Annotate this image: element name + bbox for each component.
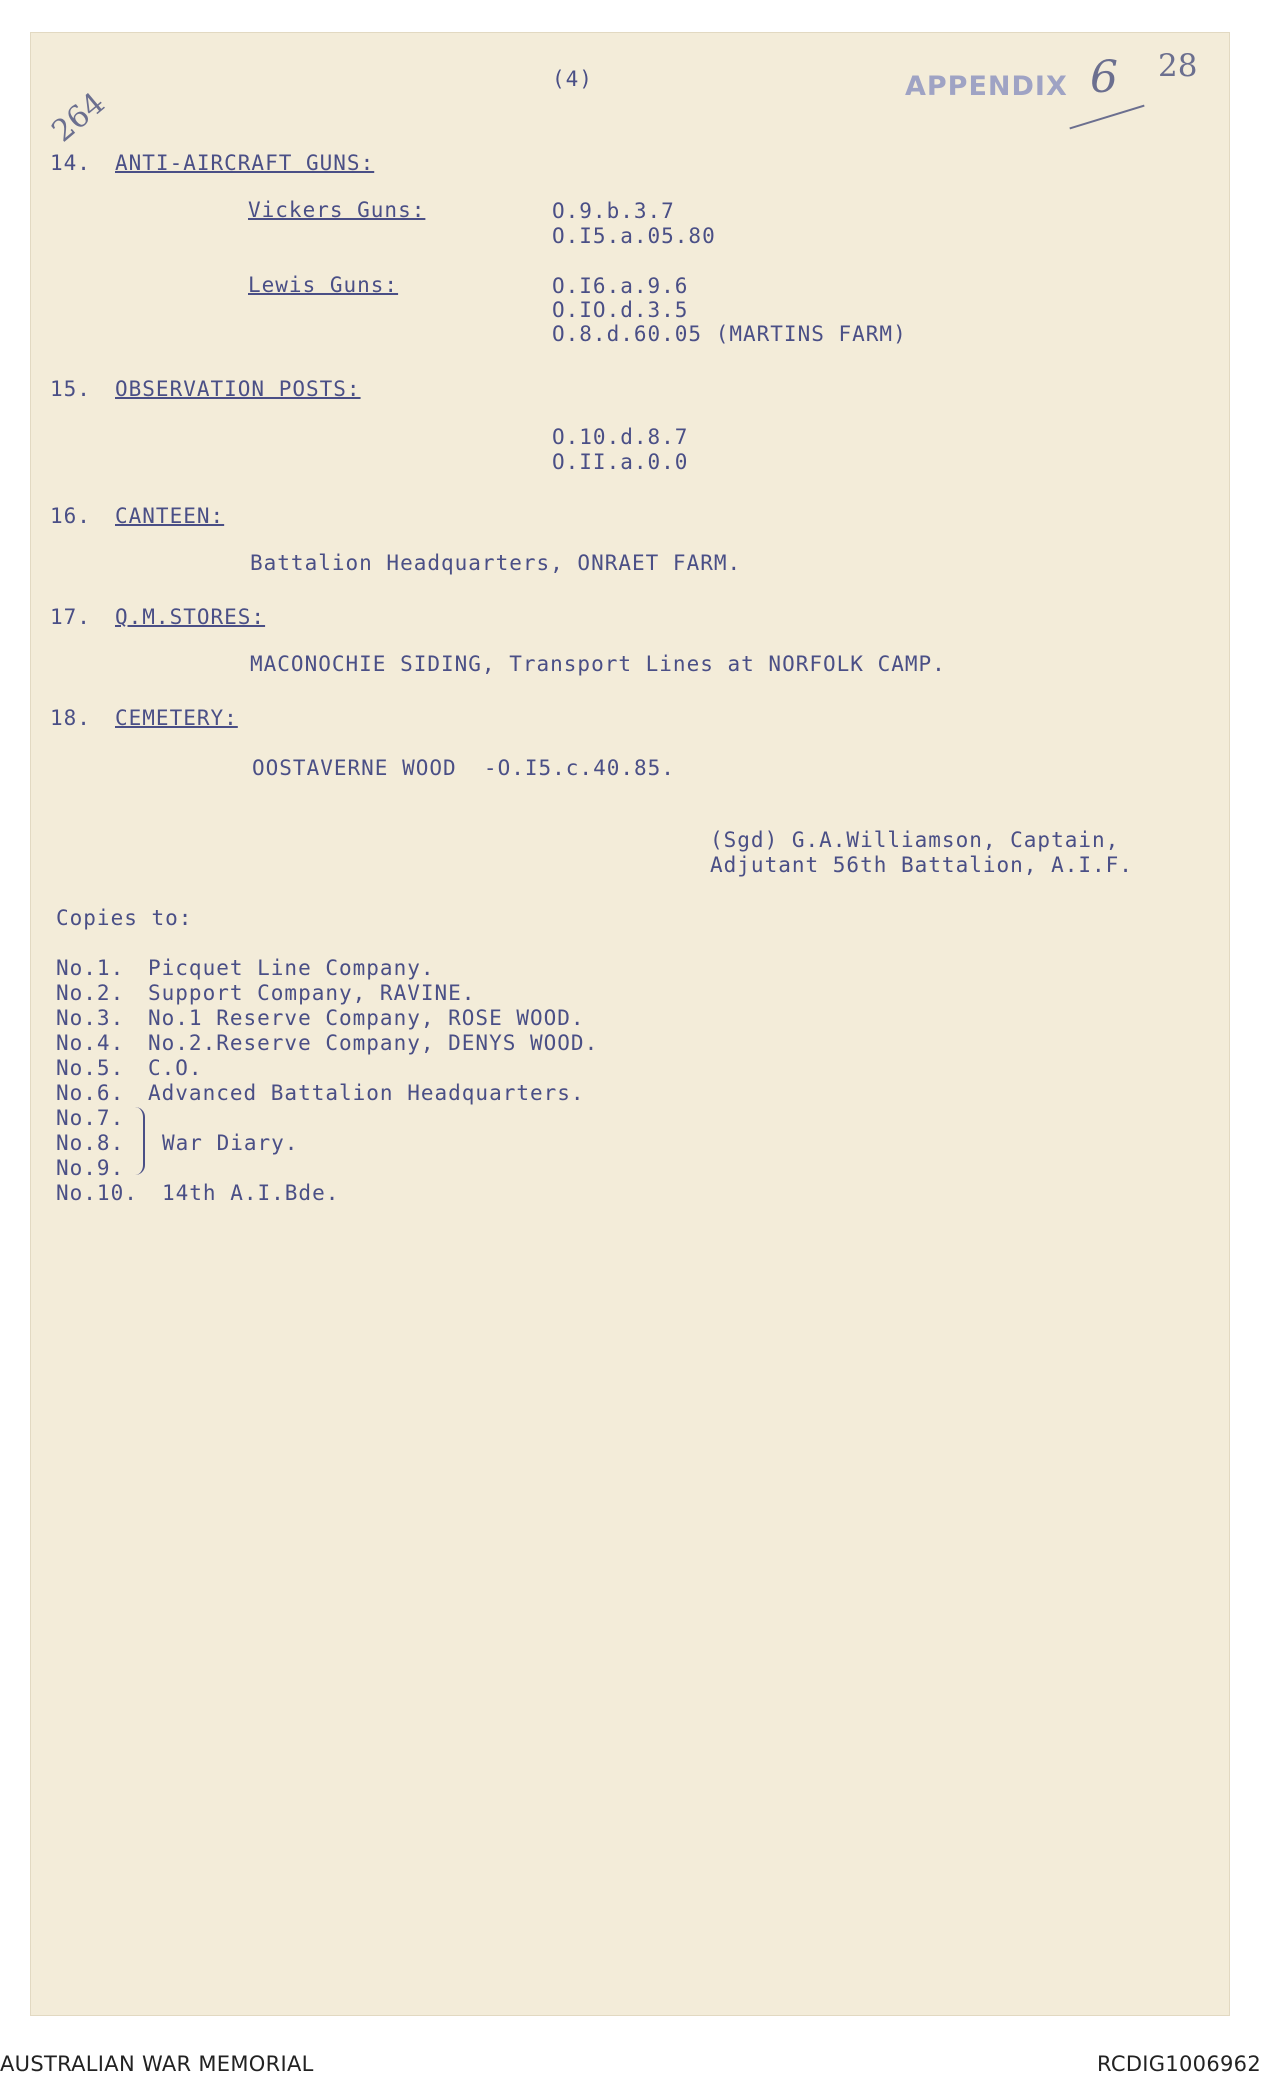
lewis-ref-2: O.IO.d.3.5 [552,298,689,322]
copy-number: No.10. [56,1181,138,1205]
appendix-stamp: APPENDIX [905,71,1068,102]
copy-number: No.3. [56,1006,125,1030]
copies-brace [133,1107,145,1175]
copy-number: No.4. [56,1031,125,1055]
vickers-ref-2: O.I5.a.05.80 [552,224,716,248]
folio-number: 28 [1158,48,1198,84]
observation-ref-2: O.II.a.0.0 [552,450,689,474]
vickers-guns-label: Vickers Guns: [248,198,426,222]
observation-ref-1: O.10.d.8.7 [552,425,689,449]
section-17-title: Q.M.STORES: [115,605,266,629]
copy-number: No.7. [56,1106,125,1130]
section-14-number: 14. [50,151,91,175]
margin-number-handwritten: 264 [45,85,112,150]
copy-recipient: C.O. [148,1056,203,1080]
section-15-number: 15. [50,377,91,401]
section-17-number: 17. [50,605,91,629]
section-18-title: CEMETERY: [115,706,238,730]
footer-record-id: RCDIG1006962 [1097,2052,1261,2076]
section-15-title: OBSERVATION POSTS: [115,377,361,401]
copy-number: No.1. [56,956,125,980]
copy-recipient: No.2.Reserve Company, DENYS WOOD. [148,1031,599,1055]
signature-line-1: (Sgd) G.A.Williamson, Captain, [710,828,1120,852]
cemetery-location: OOSTAVERNE WOOD -O.I5.c.40.85. [252,756,675,780]
copy-number: No.2. [56,981,125,1005]
copy-recipient: Picquet Line Company. [148,956,435,980]
qm-stores-location: MACONOCHIE SIDING, Transport Lines at NORFOLK CAMP. [250,652,946,676]
appendix-number-handwritten: 6 [1090,52,1118,103]
signature-line-2: Adjutant 56th Battalion, A.I.F. [710,853,1133,877]
copy-recipient: War Diary. [162,1131,299,1155]
lewis-ref-1: O.I6.a.9.6 [552,274,689,298]
copy-recipient: Advanced Battalion Headquarters. [148,1081,585,1105]
copy-number: No.8. [56,1131,125,1155]
copy-number: No.5. [56,1056,125,1080]
copy-recipient: 14th A.I.Bde. [162,1181,340,1205]
copy-number: No.6. [56,1081,125,1105]
section-16-number: 16. [50,504,91,528]
copy-number: No.9. [56,1156,125,1180]
section-18-number: 18. [50,706,91,730]
lewis-guns-label: Lewis Guns: [248,273,399,297]
copy-recipient: Support Company, RAVINE. [148,981,476,1005]
vickers-ref-1: O.9.b.3.7 [552,199,675,223]
canteen-location: Battalion Headquarters, ONRAET FARM. [250,551,742,575]
section-16-title: CANTEEN: [115,504,225,528]
copy-recipient: No.1 Reserve Company, ROSE WOOD. [148,1006,585,1030]
lewis-ref-3: O.8.d.60.05 (MARTINS FARM) [552,322,907,346]
page-number: (4) [552,67,593,91]
footer-institution: AUSTRALIAN WAR MEMORIAL [0,2052,314,2076]
copies-heading: Copies to: [56,906,193,930]
section-14-title: ANTI-AIRCRAFT GUNS: [115,151,375,175]
